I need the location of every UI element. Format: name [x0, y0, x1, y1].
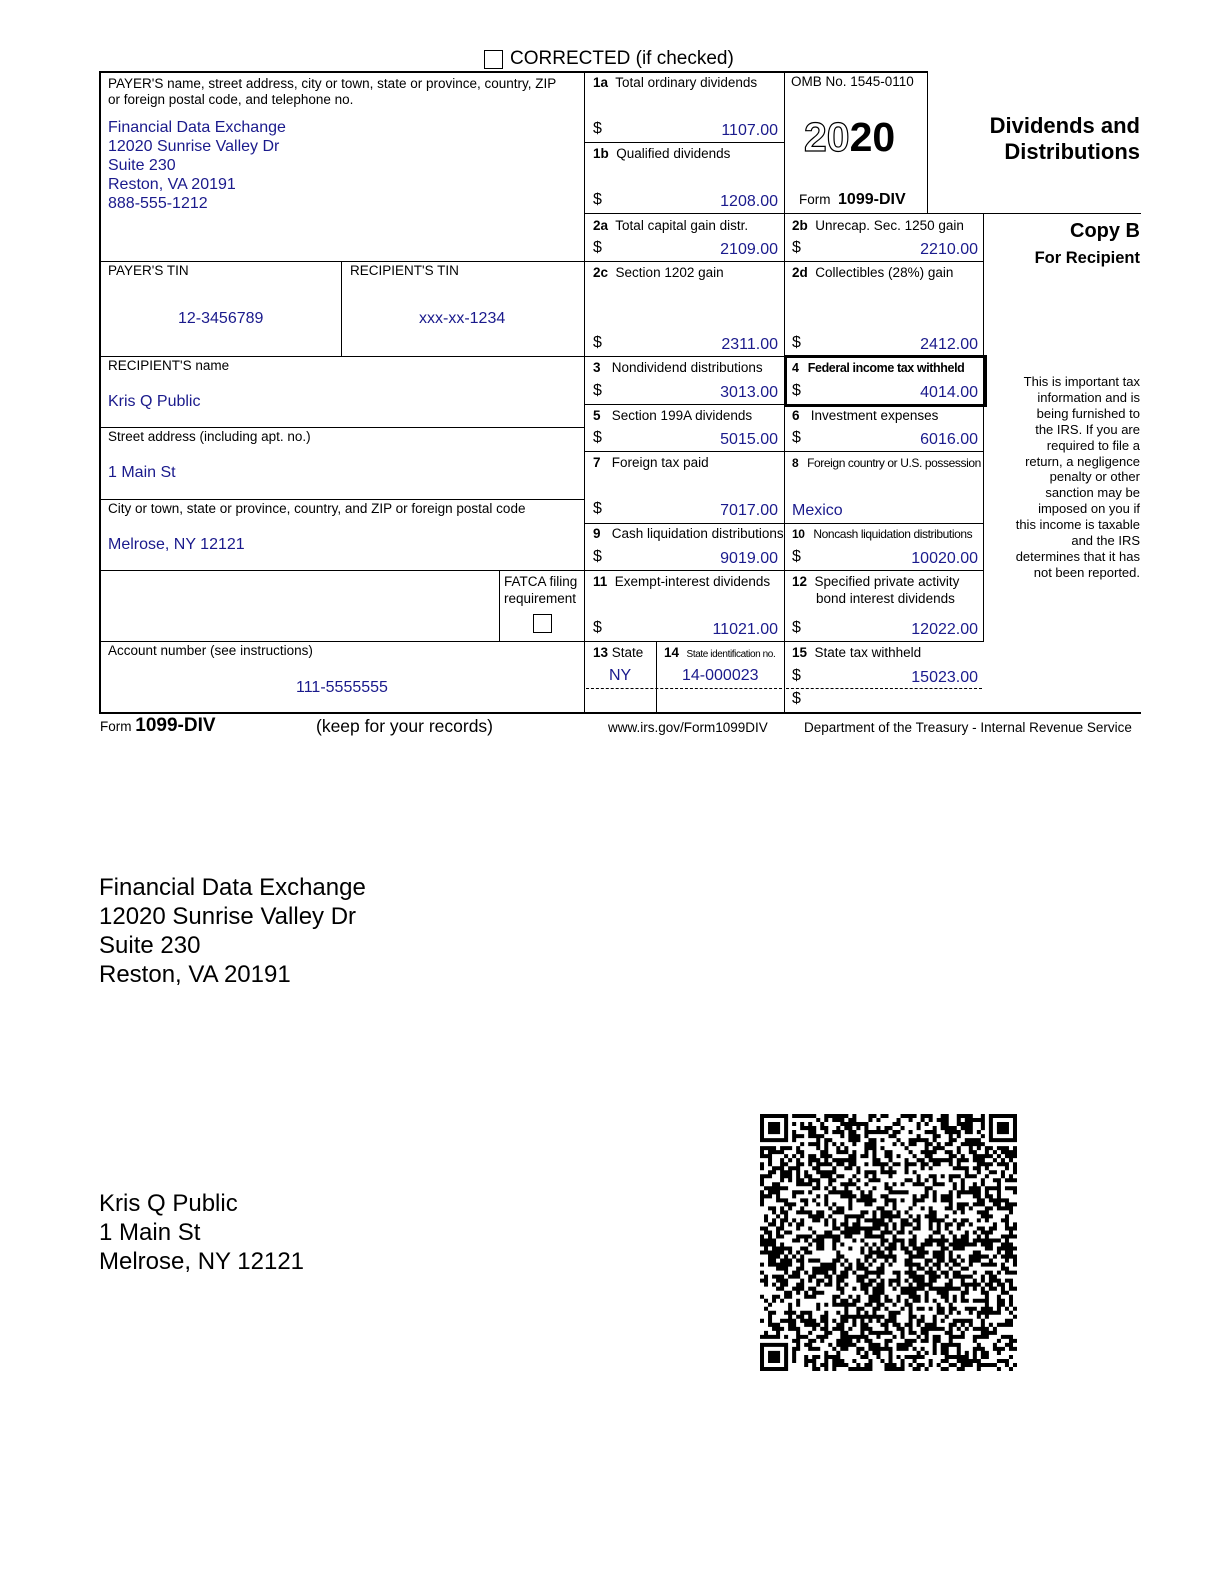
footer-url[interactable]: www.irs.gov/Form1099DIV: [608, 720, 768, 735]
footer-keep: (keep for your records): [316, 716, 494, 736]
dollar-sign: $: [792, 667, 801, 684]
payer-label: PAYER'S name, street address, city or town, state or province, country, ZIP: [108, 76, 557, 91]
box-1a-value: 1107.00: [721, 122, 778, 139]
box-12-value: 12022.00: [911, 621, 978, 638]
payer-city: Reston, VA 20191: [108, 176, 236, 193]
recipient-city-label: City or town, state or province, country, and ZIP or foreign postal code: [108, 501, 526, 516]
form-title: Dividends and Distributions: [989, 113, 1140, 164]
box-2d-label: 2d Collectibles (28%) gain: [792, 265, 954, 280]
dollar-sign: $: [792, 690, 801, 707]
corrected-checkbox[interactable]: [484, 50, 503, 69]
grid-line: [584, 261, 984, 262]
payer-phone: 888-555-1212: [108, 195, 208, 212]
grid-line: [584, 570, 984, 571]
footer-form-id: Form 1099-DIV: [100, 715, 216, 736]
grid-line: [99, 356, 584, 357]
grid-line: [499, 570, 500, 641]
box-10-value: 10020.00: [911, 550, 978, 567]
box-12-label-cont: bond interest dividends: [816, 591, 955, 606]
dollar-sign: $: [792, 429, 801, 446]
payer-street: 12020 Sunrise Valley Dr: [108, 138, 280, 155]
box-9-value: 9019.00: [720, 550, 778, 567]
box-1b-value: 1208.00: [720, 193, 778, 210]
recipient-address-line: Kris Q Public: [99, 1190, 238, 1217]
recipient-address-line: Melrose, NY 12121: [99, 1248, 305, 1275]
box-1b-label: 1b Qualified dividends: [593, 146, 731, 161]
return-address-line: Suite 230: [99, 932, 201, 959]
dashed-divider: [786, 688, 982, 689]
grid-line: [584, 641, 984, 642]
dollar-sign: $: [593, 429, 602, 446]
recipient-street-label: Street address (including apt. no.): [108, 429, 311, 444]
account-label: Account number (see instructions): [108, 643, 313, 658]
account-number: 111-5555555: [296, 679, 388, 696]
box-15-label: 15 State tax withheld: [792, 645, 922, 660]
grid-line: [99, 641, 584, 642]
recipient-name-label: RECIPIENT'S name: [108, 358, 230, 373]
box-5-value: 5015.00: [720, 431, 778, 448]
copy-b-title: Copy B: [1070, 220, 1140, 242]
box-7-label: 7 Foreign tax paid: [593, 455, 709, 470]
tax-year-outline: 20: [804, 114, 850, 160]
corrected-label: CORRECTED (if checked): [510, 48, 734, 69]
box-2b-label: 2b Unrecap. Sec. 1250 gain: [792, 218, 964, 233]
box-13-value: NY: [609, 667, 632, 684]
important-notice: This is important tax information and is being furnished to the IRS. If you are required to file a return, a negligence penalty or other sanction may be imposed on you if this income is taxable and the IRS determines that it has not been reported.: [1015, 374, 1140, 580]
dollar-sign: $: [792, 382, 801, 399]
recipient-tin-label: RECIPIENT'S TIN: [350, 263, 459, 278]
box-10-label: 10 Noncash liquidation distributions: [792, 527, 973, 541]
copy-b-subtitle: For Recipient: [1034, 249, 1140, 267]
recipient-address-line: 1 Main St: [99, 1219, 201, 1246]
recipient-name: Kris Q Public: [108, 393, 201, 410]
box-6-value: 6016.00: [920, 431, 978, 448]
box-8-value: Mexico: [792, 502, 843, 519]
grid-line: [584, 451, 984, 452]
payer-tin: 12-3456789: [178, 310, 264, 327]
grid-line: [983, 213, 984, 642]
recipient-tin: xxx-xx-1234: [419, 310, 506, 327]
grid-line: [927, 71, 928, 214]
grid-line: [99, 499, 584, 500]
grid-line: [341, 261, 342, 356]
box-2c-label: 2c Section 1202 gain: [593, 265, 724, 280]
grid-line: [584, 142, 784, 143]
recipient-city: Melrose, NY 12121: [108, 536, 245, 553]
dollar-sign: $: [593, 548, 602, 565]
tax-year: [804, 114, 895, 160]
grid-line: [656, 641, 657, 713]
dollar-sign: $: [792, 334, 801, 351]
return-address-line: 12020 Sunrise Valley Dr: [99, 903, 357, 930]
box-11-label: 11 Exempt-interest dividends: [593, 574, 771, 589]
tax-year-bold: 20: [849, 114, 896, 160]
box-4-value: 4014.00: [920, 384, 978, 401]
box-9-label: 9 Cash liquidation distributions: [593, 526, 784, 541]
return-address-line: Financial Data Exchange: [99, 874, 366, 901]
recipient-address: [99, 1189, 304, 1276]
box-2a-value: 2109.00: [720, 241, 778, 258]
box-6-label: 6 Investment expenses: [792, 408, 939, 423]
return-address: [99, 873, 366, 989]
box-5-label: 5 Section 199A dividends: [593, 408, 753, 423]
dollar-sign: $: [593, 500, 602, 517]
dollar-sign: $: [593, 334, 602, 351]
payer-name: Financial Data Exchange: [108, 119, 286, 136]
form-id: Form 1099-DIV: [799, 191, 906, 208]
fatca-checkbox[interactable]: [533, 614, 552, 633]
box-8-label: 8 Foreign country or U.S. possession: [792, 456, 981, 470]
footer-dept: Department of the Treasury - Internal Revenue Service: [804, 720, 1132, 735]
dollar-sign: $: [593, 382, 602, 399]
dollar-sign: $: [792, 619, 801, 636]
qr-code: [760, 1114, 1017, 1371]
payer-label-cont: or foreign postal code, and telephone no.: [108, 92, 354, 107]
dollar-sign: $: [593, 120, 602, 137]
dollar-sign: $: [593, 239, 602, 256]
grid-line: [99, 427, 584, 428]
box-7-value: 7017.00: [720, 502, 778, 519]
box-2c-value: 2311.00: [721, 336, 778, 353]
qr-modules: [760, 1114, 1017, 1371]
dollar-sign: $: [593, 619, 602, 636]
fatca-label-cont: requirement: [504, 591, 577, 606]
dollar-sign: $: [792, 239, 801, 256]
box-15-value: 15023.00: [911, 669, 978, 686]
box-3-value: 3013.00: [720, 384, 778, 401]
payer-suite: Suite 230: [108, 157, 176, 174]
box-2d-value: 2412.00: [920, 336, 978, 353]
payer-tin-label: PAYER'S TIN: [108, 263, 189, 278]
dollar-sign: $: [792, 548, 801, 565]
grid-line: [99, 71, 928, 73]
omb-number: OMB No. 1545-0110: [791, 74, 914, 89]
grid-line: [584, 213, 1141, 214]
grid-line: [584, 523, 984, 524]
dashed-divider: [586, 688, 782, 689]
box-2a-label: 2a Total capital gain distr.: [593, 218, 749, 233]
grid-line: [99, 570, 584, 571]
box-1a-label: 1a Total ordinary dividends: [593, 75, 758, 90]
grid-line: [99, 712, 1141, 714]
grid-line: [99, 71, 101, 713]
box-12-label: 12 Specified private activity: [792, 574, 960, 589]
box-3-label: 3 Nondividend distributions: [593, 360, 763, 375]
box-14-value: 14-000023: [682, 667, 759, 684]
box-13-label: 13 State: [593, 645, 644, 660]
box-4-label: 4 Federal income tax withheld: [792, 361, 965, 375]
fatca-label: FATCA filing: [504, 574, 578, 589]
recipient-street: 1 Main St: [108, 464, 176, 481]
box-11-value: 11021.00: [712, 621, 778, 638]
grid-line: [584, 71, 585, 713]
box-14-label: 14 State identification no.: [664, 645, 776, 660]
return-address-line: Reston, VA 20191: [99, 961, 291, 988]
box-2b-value: 2210.00: [920, 241, 978, 258]
dollar-sign: $: [593, 191, 602, 208]
